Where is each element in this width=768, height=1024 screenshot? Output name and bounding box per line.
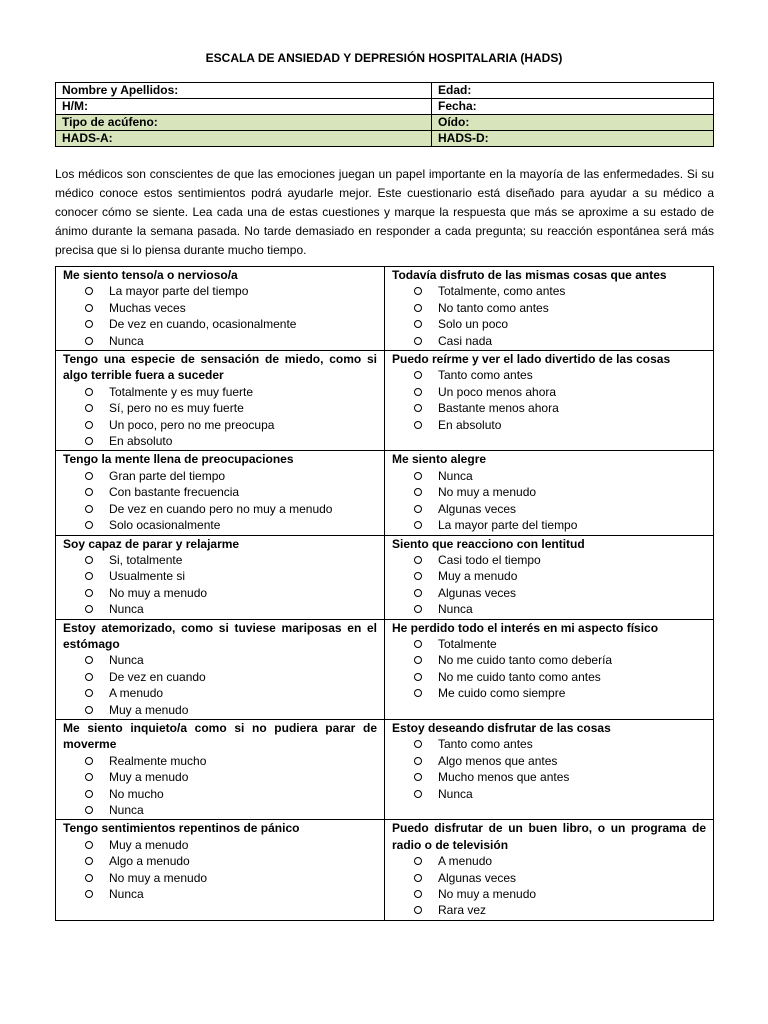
answer-option[interactable] (392, 669, 706, 685)
question-title: Tengo una especie de sensación de miedo, como si algo terrible fuera a suceder (63, 352, 377, 383)
answer-option-label: Realmente mucho (109, 753, 207, 768)
answer-option[interactable] (392, 484, 706, 500)
answer-option-label: Muy a menudo (109, 770, 189, 785)
answer-option-label: No muy a menudo (438, 887, 537, 902)
answer-option-label: Solo un poco (438, 317, 509, 332)
info-field-right[interactable]: Fecha: (432, 99, 714, 115)
circle-bullet-icon[interactable] (414, 656, 422, 664)
answer-option-label: Totalmente, como antes (438, 284, 566, 299)
answer-option[interactable] (63, 417, 377, 433)
circle-bullet-icon[interactable] (85, 841, 93, 849)
answer-options (63, 283, 377, 349)
question-title: Me siento tenso/a o nervioso/a (63, 268, 238, 282)
answer-option-label: De vez en cuando pero no muy a menudo (109, 501, 333, 516)
circle-bullet-icon[interactable] (85, 437, 93, 445)
question-cell (385, 351, 714, 451)
circle-bullet-icon[interactable] (414, 890, 422, 898)
question-row (56, 451, 714, 535)
answer-option-label: Algunas veces (438, 870, 517, 885)
circle-bullet-icon[interactable] (414, 371, 422, 379)
answer-option[interactable] (63, 433, 377, 449)
answer-option[interactable] (63, 316, 377, 332)
answer-option[interactable] (63, 568, 377, 584)
answer-option-label: Nunca (109, 887, 144, 902)
answer-options (392, 283, 706, 349)
info-field-right[interactable]: Oído: (432, 115, 714, 131)
circle-bullet-icon[interactable] (414, 906, 422, 914)
answer-option[interactable] (392, 585, 706, 601)
answer-option[interactable] (392, 367, 706, 383)
circle-bullet-icon[interactable] (85, 505, 93, 513)
answer-option-label: Mucho menos que antes (438, 770, 570, 785)
answer-option-label: Casi nada (438, 333, 493, 348)
circle-bullet-icon[interactable] (85, 589, 93, 597)
circle-bullet-icon[interactable] (414, 689, 422, 697)
question-title: Estoy atemorizado, como si tuviese mariposas en el estómago (63, 620, 377, 651)
circle-bullet-icon[interactable] (85, 472, 93, 480)
answer-option[interactable] (392, 517, 706, 533)
answer-option-label: No muy a menudo (438, 485, 537, 500)
circle-bullet-icon[interactable] (85, 706, 93, 714)
circle-bullet-icon[interactable] (85, 572, 93, 580)
patient-info-table (55, 82, 714, 147)
answer-option[interactable] (63, 333, 377, 349)
answer-options (63, 837, 377, 903)
circle-bullet-icon[interactable] (85, 605, 93, 613)
answer-option[interactable] (63, 400, 377, 416)
question-title: Puedo reírme y ver el lado divertido de las cosas (392, 352, 671, 367)
answer-option-label: No me cuido tanto como antes (438, 669, 601, 684)
answer-option-label: A menudo (438, 854, 493, 869)
circle-bullet-icon[interactable] (414, 421, 422, 429)
info-field-right[interactable]: Edad: (432, 83, 714, 99)
answer-option[interactable] (392, 870, 706, 886)
circle-bullet-icon[interactable] (414, 740, 422, 748)
circle-bullet-icon[interactable] (85, 890, 93, 898)
question-title: Me siento alegre (392, 452, 487, 467)
answer-option[interactable] (392, 501, 706, 517)
answer-option-label: Algunas veces (438, 585, 517, 600)
answer-option[interactable] (392, 400, 706, 416)
answer-option-label: Usualmente si (109, 569, 186, 584)
circle-bullet-icon[interactable] (414, 556, 422, 564)
answer-options (392, 468, 706, 534)
circle-bullet-icon[interactable] (414, 388, 422, 396)
circle-bullet-icon[interactable] (414, 472, 422, 480)
answer-option[interactable] (63, 853, 377, 869)
circle-bullet-icon[interactable] (414, 287, 422, 295)
circle-bullet-icon[interactable] (85, 337, 93, 345)
answer-option-label: Muchas veces (109, 300, 186, 315)
circle-bullet-icon[interactable] (85, 287, 93, 295)
question-row (56, 535, 714, 619)
answer-option-label: La mayor parte del tiempo (438, 518, 578, 533)
circle-bullet-icon[interactable] (414, 857, 422, 865)
info-field-left[interactable]: Tipo de acúfeno: (56, 115, 432, 131)
answer-options (63, 552, 377, 618)
question-cell (56, 451, 385, 535)
question-row (56, 719, 714, 819)
answer-option-label: Nunca (109, 803, 144, 817)
answer-options (63, 753, 377, 819)
answer-option[interactable] (63, 685, 377, 701)
answer-option[interactable] (392, 902, 706, 918)
instructions-text: Los médicos son conscientes de que las emociones juegan un papel importante en la mayoría de las enfermedades. Si su médico conoce estos sentimientos podrá ayudarle mejor. Este cuestionario está diseñado para ayudar a su médico a conocer cómo se siente. Lea cada una de estas cuestiones y marque la respuesta que más se aproxime a su estado de ánimo durante la semana pasada. No tarde demasiado en responder a cada pregunta; su reacción espontánea será más precisa que si lo piensa durante mucho tiempo. (55, 167, 714, 257)
answer-option-label: Algo a menudo (109, 854, 190, 869)
circle-bullet-icon[interactable] (414, 589, 422, 597)
answer-option[interactable] (392, 417, 706, 433)
question-cell (385, 535, 714, 619)
question-cell (56, 267, 385, 351)
answer-option[interactable] (392, 853, 706, 869)
answer-option[interactable] (392, 652, 706, 668)
question-title: Tengo sentimientos repentinos de pánico (63, 821, 300, 836)
answer-option-label: Tanto como antes (438, 737, 533, 752)
questionnaire-table (55, 266, 714, 921)
circle-bullet-icon[interactable] (85, 656, 93, 664)
answer-option-label: Totalmente y es muy fuerte (109, 384, 254, 399)
answer-option[interactable] (392, 753, 706, 769)
question-cell (56, 719, 385, 819)
answer-option[interactable] (392, 468, 706, 484)
answer-option-label: Tanto como antes (438, 368, 533, 383)
answer-option[interactable] (63, 837, 377, 853)
answer-option[interactable] (63, 468, 377, 484)
circle-bullet-icon[interactable] (414, 505, 422, 513)
answer-option-label: De vez en cuando (109, 669, 206, 684)
question-cell (385, 719, 714, 819)
question-row (56, 820, 714, 920)
answer-option-label: Bastante menos ahora (438, 401, 559, 416)
answer-option-label: No tanto como antes (438, 300, 549, 315)
answer-option[interactable] (63, 753, 377, 769)
circle-bullet-icon[interactable] (85, 773, 93, 781)
question-cell (385, 619, 714, 719)
answer-options (392, 552, 706, 618)
circle-bullet-icon[interactable] (85, 488, 93, 496)
question-title: Me siento inquieto/a como si no pudiera parar de moverme (63, 720, 377, 752)
answer-option[interactable] (63, 886, 377, 902)
circle-bullet-icon[interactable] (85, 304, 93, 312)
answer-option[interactable] (63, 652, 377, 668)
answer-options (63, 468, 377, 534)
answer-option[interactable] (63, 552, 377, 568)
answer-option[interactable] (392, 300, 706, 316)
answer-option-label: Rara vez (438, 903, 487, 918)
answer-option[interactable] (63, 585, 377, 601)
question-title: Tengo la mente llena de preocupaciones (63, 452, 294, 467)
answer-option[interactable] (63, 802, 377, 818)
question-cell (385, 267, 714, 351)
circle-bullet-icon[interactable] (414, 337, 422, 345)
answer-option[interactable] (63, 786, 377, 802)
answer-option[interactable] (392, 685, 706, 701)
answer-option[interactable] (63, 501, 377, 517)
answer-option-label: No muy a menudo (109, 870, 208, 885)
answer-option[interactable] (392, 769, 706, 785)
answer-option[interactable] (392, 316, 706, 332)
question-row (56, 267, 714, 351)
answer-options (63, 652, 377, 718)
answer-option[interactable] (392, 786, 706, 802)
answer-option[interactable] (392, 384, 706, 400)
info-field-right[interactable]: HADS-D: (432, 131, 714, 147)
question-cell (385, 451, 714, 535)
answer-option-label: De vez en cuando, ocasionalmente (109, 317, 297, 332)
answer-option-label: Muy a menudo (438, 569, 518, 584)
answer-option[interactable] (392, 636, 706, 652)
answer-option[interactable] (392, 736, 706, 752)
answer-option[interactable] (63, 601, 377, 617)
answer-option-label: No me cuido tanto como debería (438, 653, 613, 668)
answer-option-label: Solo ocasionalmente (109, 518, 221, 533)
page-title: ESCALA DE ANSIEDAD Y DEPRESIÓN HOSPITALARIA (HADS) (205, 51, 563, 65)
circle-bullet-icon[interactable] (85, 757, 93, 765)
circle-bullet-icon[interactable] (85, 556, 93, 564)
answer-options (392, 853, 706, 919)
circle-bullet-icon[interactable] (414, 673, 422, 681)
circle-bullet-icon[interactable] (414, 605, 422, 613)
answer-option-label: Un poco, pero no me preocupa (109, 417, 275, 432)
answer-option-label: Nunca (109, 333, 144, 348)
circle-bullet-icon[interactable] (414, 488, 422, 496)
answer-option[interactable] (392, 601, 706, 617)
answer-option-label: Nunca (438, 602, 473, 617)
answer-options (392, 367, 706, 433)
answer-option[interactable] (392, 283, 706, 299)
circle-bullet-icon[interactable] (85, 874, 93, 882)
answer-option-label: Nunca (109, 602, 144, 617)
circle-bullet-icon[interactable] (85, 521, 93, 529)
question-title: Estoy deseando disfrutar de las cosas (392, 720, 611, 735)
circle-bullet-icon[interactable] (414, 521, 422, 529)
answer-option-label: Muy a menudo (109, 702, 189, 717)
answer-option-label: Algunas veces (438, 501, 517, 516)
question-cell (56, 351, 385, 451)
circle-bullet-icon[interactable] (414, 790, 422, 798)
info-row (56, 83, 714, 99)
question-row (56, 619, 714, 719)
answer-option-label: No muy a menudo (109, 585, 208, 600)
circle-bullet-icon[interactable] (85, 320, 93, 328)
answer-option[interactable] (63, 283, 377, 299)
question-title: Todavía disfruto de las mismas cosas que antes (392, 268, 667, 282)
answer-option-label: Casi todo el tiempo (438, 552, 541, 567)
answer-option-label: A menudo (109, 686, 164, 701)
answer-option[interactable] (63, 484, 377, 500)
circle-bullet-icon[interactable] (414, 874, 422, 882)
instructions (55, 165, 714, 260)
question-title: Puedo disfrutar de un buen libro, o un programa de radio o de televisión (392, 821, 706, 852)
answer-option[interactable] (63, 300, 377, 316)
answer-option[interactable] (392, 333, 706, 349)
answer-option-label: Un poco menos ahora (438, 384, 557, 399)
answer-option-label: Muy a menudo (109, 837, 189, 852)
answer-option[interactable] (392, 552, 706, 568)
answer-option-label: Sí, pero no es muy fuerte (109, 401, 244, 416)
answer-option[interactable] (63, 870, 377, 886)
circle-bullet-icon[interactable] (85, 857, 93, 865)
circle-bullet-icon[interactable] (85, 689, 93, 697)
question-cell (56, 619, 385, 719)
circle-bullet-icon[interactable] (85, 790, 93, 798)
answer-options (392, 636, 706, 702)
answer-option-label: Nunca (438, 786, 473, 801)
answer-option-label: Totalmente (438, 636, 497, 651)
info-row (56, 99, 714, 115)
circle-bullet-icon[interactable] (414, 320, 422, 328)
answer-option[interactable] (63, 669, 377, 685)
circle-bullet-icon[interactable] (85, 806, 93, 814)
circle-bullet-icon[interactable] (414, 304, 422, 312)
question-cell (385, 820, 714, 920)
answer-option[interactable] (392, 568, 706, 584)
question-cell (56, 820, 385, 920)
answer-options (63, 384, 377, 450)
answer-option-label: Con bastante frecuencia (109, 485, 240, 500)
question-title: Siento que reacciono con lentitud (392, 536, 585, 551)
answer-options (392, 736, 706, 802)
circle-bullet-icon[interactable] (85, 404, 93, 412)
answer-option-label: No mucho (109, 786, 164, 801)
circle-bullet-icon[interactable] (85, 388, 93, 396)
question-cell (56, 535, 385, 619)
circle-bullet-icon[interactable] (85, 673, 93, 681)
answer-option-label: Nunca (438, 468, 473, 483)
circle-bullet-icon[interactable] (414, 773, 422, 781)
info-field-left[interactable]: H/M: (56, 99, 432, 115)
answer-option-label: En absoluto (438, 417, 502, 432)
info-row (56, 131, 714, 147)
answer-option-label: Me cuido como siempre (438, 686, 566, 701)
answer-option-label: Gran parte del tiempo (109, 468, 226, 483)
answer-option-label: Nunca (109, 653, 144, 668)
info-field-left[interactable]: Nombre y Apellidos: (56, 83, 432, 99)
answer-option-label: En absoluto (109, 434, 173, 449)
answer-option[interactable] (63, 384, 377, 400)
question-row (56, 351, 714, 451)
circle-bullet-icon[interactable] (414, 757, 422, 765)
answer-option-label: La mayor parte del tiempo (109, 284, 249, 299)
answer-option[interactable] (63, 769, 377, 785)
answer-option[interactable] (63, 517, 377, 533)
question-title: Soy capaz de parar y relajarme (63, 536, 240, 551)
circle-bullet-icon[interactable] (414, 404, 422, 412)
circle-bullet-icon[interactable] (414, 572, 422, 580)
answer-option-label: Algo menos que antes (438, 753, 558, 768)
circle-bullet-icon[interactable] (85, 421, 93, 429)
circle-bullet-icon[interactable] (414, 640, 422, 648)
question-title: He perdido todo el interés en mi aspecto físico (392, 620, 659, 635)
answer-option-label: Si, totalmente (109, 552, 183, 567)
answer-option[interactable] (63, 702, 377, 718)
answer-option[interactable] (392, 886, 706, 902)
info-field-left[interactable]: HADS-A: (56, 131, 432, 147)
info-row (56, 115, 714, 131)
